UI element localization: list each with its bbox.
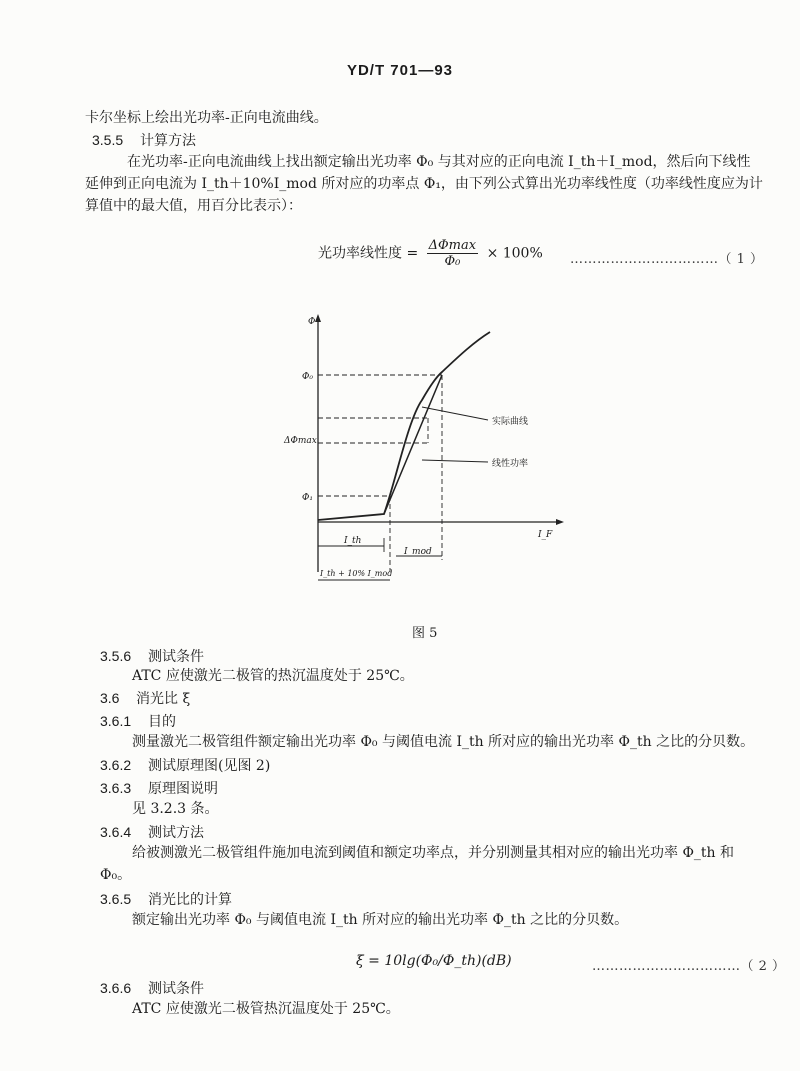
equation-number: （ 1 ） xyxy=(718,252,764,267)
section-number: 3.6 xyxy=(100,690,120,706)
phi1-label: Φ₁ xyxy=(302,493,313,503)
paragraph: 见 3.2.3 条。 xyxy=(132,801,219,817)
section-3-6-2 xyxy=(100,755,270,775)
formula-2: ξ = 10lg(Φ₀/Φ_th)(dB) xyxy=(356,953,512,969)
phi0-label: Φ₀ xyxy=(302,372,313,382)
x-axis-label: I_F xyxy=(538,530,553,540)
section-number: 3.6.1 xyxy=(100,713,132,729)
paragraph: 测量激光二极管组件额定输出光功率 Φ₀ 与阈值电流 I_th 所对应的输出光功率 Φ_th 之比的分贝数。 xyxy=(132,734,755,750)
paragraph-line: 延伸到正向电流为 I_th＋10%I_mod 所对应的功率点 Φ₁，由下列公式算出光功率线性度（功率线性度应为计 xyxy=(85,176,763,192)
section-3-6-3 xyxy=(100,778,218,798)
annotation-actual-curve: 实际曲线 xyxy=(492,417,529,427)
formula-1 xyxy=(318,238,543,269)
section-3-6-5 xyxy=(100,889,232,909)
page-header: YD/T 701—93 xyxy=(346,62,454,79)
equation-number: （ 2 ） xyxy=(740,959,786,974)
section-title: 测试条件 xyxy=(148,981,204,997)
section-title: 测试方法 xyxy=(148,825,204,841)
formula-rhs: × 100% xyxy=(486,245,543,262)
leader-linear xyxy=(422,460,488,462)
section-number: 3.5.6 xyxy=(100,648,132,664)
annotation-linear-power: 线性功率 xyxy=(492,459,529,469)
fraction-numerator: ΔΦmax xyxy=(428,238,477,253)
section-3-6-1 xyxy=(100,711,176,731)
figure-caption: 图 5 xyxy=(412,626,438,641)
paragraph-line: 在光功率-正向电流曲线上找出额定输出光功率 Φ₀ 与其对应的正向电流 I_th＋I_mod，然后向下线性 xyxy=(127,154,751,170)
actual-curve xyxy=(318,332,490,520)
section-number: 3.6.5 xyxy=(100,891,132,907)
section-title: 消光比的计算 xyxy=(148,892,232,908)
section-title: 消光比 ξ xyxy=(136,691,191,707)
paragraph: 额定输出光功率 Φ₀ 与阈值电流 I_th 所对应的输出光功率 Φ_th 之比的分贝数。 xyxy=(132,912,629,928)
imod-label: I_mod xyxy=(404,547,432,557)
section-title: 测试条件 xyxy=(148,649,204,665)
ith-label: I_th xyxy=(344,536,362,546)
section-3-6 xyxy=(100,688,190,708)
leader-dots xyxy=(592,955,786,974)
dots: …………………………… xyxy=(592,959,741,974)
fraction-denominator: Φ₀ xyxy=(444,254,461,269)
leader-actual xyxy=(422,407,488,420)
paragraph: ATC 应使激光二极管的热沉温度处于 25℃。 xyxy=(132,668,414,684)
section-title: 计算方法 xyxy=(140,133,196,149)
section-3-6-6 xyxy=(100,978,204,998)
paragraph-line: 给被测激光二极管组件施加电流到阈值和额定功率点，并分别测量其相对应的输出光功率 Φ_th 和 xyxy=(132,845,735,861)
linear-power-line xyxy=(384,375,442,514)
figure-5-diagram xyxy=(280,300,600,590)
section-number: 3.5.5 xyxy=(92,132,124,148)
leader-dots xyxy=(570,248,764,267)
section-3-5-5 xyxy=(92,130,196,150)
paragraph-line: Φ₀。 xyxy=(100,867,132,883)
dots: …………………………… xyxy=(570,252,719,267)
y-axis-label: Φ xyxy=(308,317,316,327)
paragraph: ATC 应使激光二极管热沉温度处于 25℃。 xyxy=(132,1001,400,1017)
section-number: 3.6.3 xyxy=(100,780,132,796)
paragraph-line: 算值中的最大值，用百分比表示）： xyxy=(85,198,302,214)
fraction xyxy=(427,238,478,269)
section-3-5-6 xyxy=(100,646,204,666)
ith10-label: I_th + 10% I_mod xyxy=(320,569,393,578)
x-axis-arrow xyxy=(556,519,564,525)
section-number: 3.6.6 xyxy=(100,980,132,996)
section-title: 原理图说明 xyxy=(148,781,218,797)
section-title: 目的 xyxy=(148,714,176,730)
section-number: 3.6.2 xyxy=(100,757,132,773)
section-title: 测试原理图(见图 2) xyxy=(148,758,271,774)
dphi-label: ΔΦmax xyxy=(284,436,317,446)
y-axis-arrow xyxy=(315,314,321,322)
intro-line: 卡尔坐标上绘出光功率-正向电流曲线。 xyxy=(85,110,328,126)
reference-lines xyxy=(318,375,442,572)
formula-lhs: 光功率线性度 = xyxy=(318,245,419,262)
section-number: 3.6.4 xyxy=(100,824,132,840)
section-3-6-4 xyxy=(100,822,204,842)
